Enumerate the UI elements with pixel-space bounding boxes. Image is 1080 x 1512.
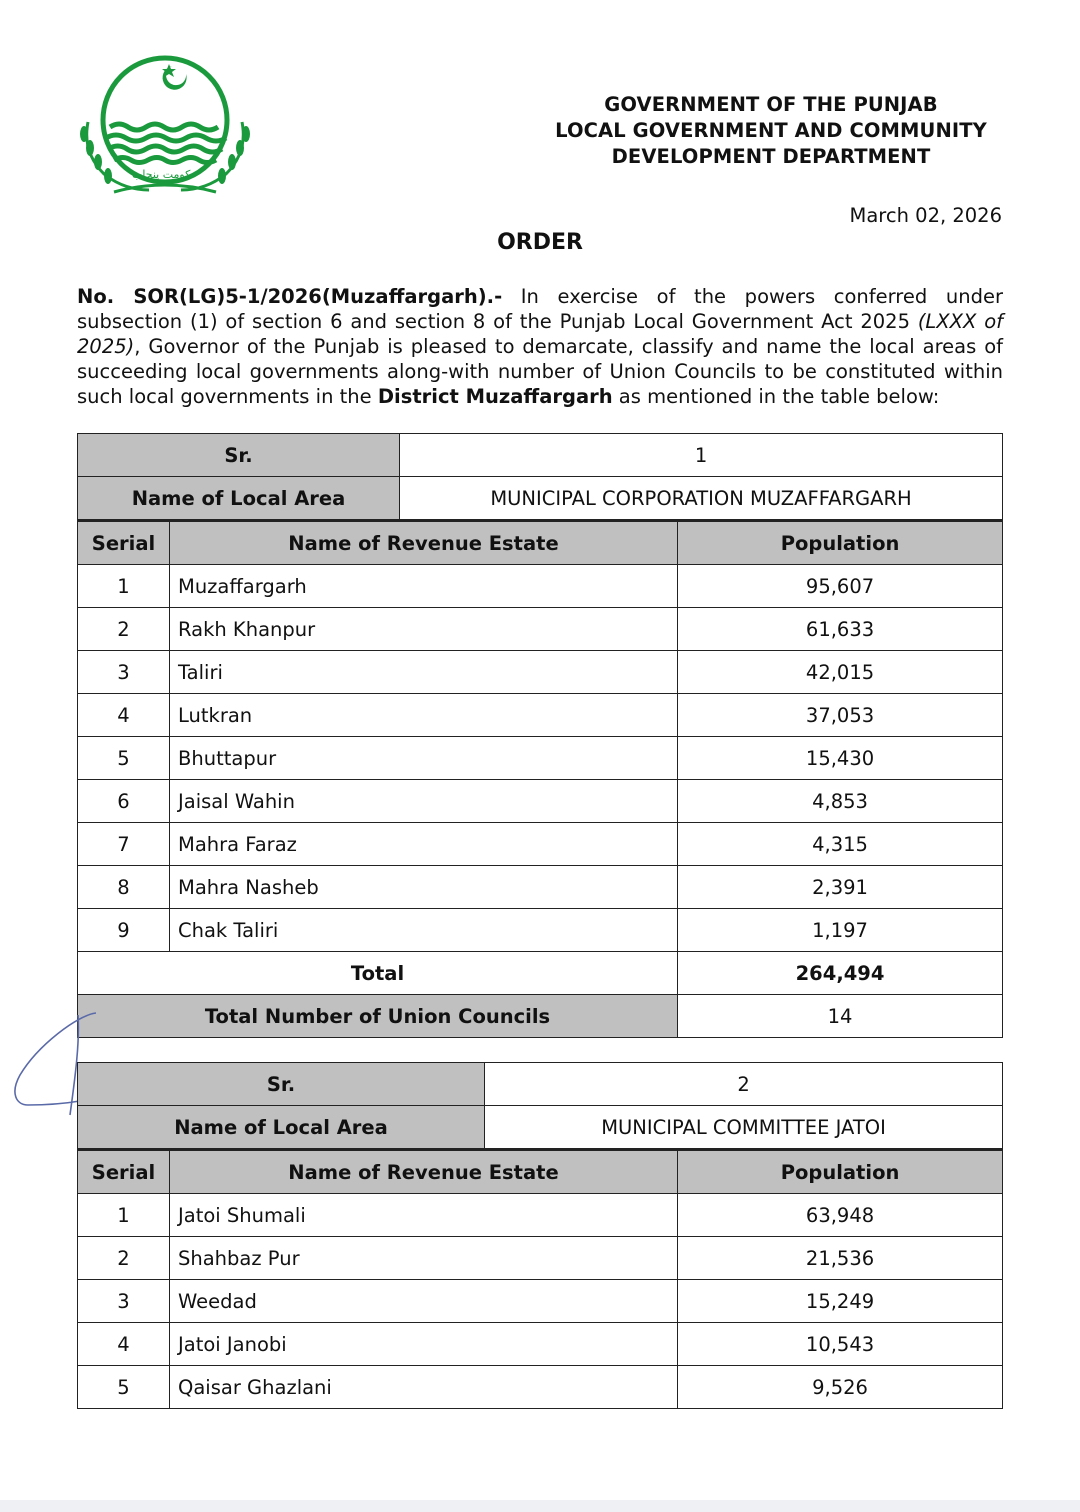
population-header: Population (678, 521, 1003, 565)
table-row (78, 651, 1003, 694)
order-reference-number: No. SOR(LG)5-1/2026(Muzaffargarh).- (77, 285, 503, 308)
serial-cell: 8 (78, 866, 170, 909)
population-cell: 61,633 (678, 608, 1003, 651)
estate-cell: Muzaffargarh (170, 565, 678, 608)
serial-cell: 4 (78, 1323, 170, 1366)
population-cell: 15,249 (678, 1280, 1003, 1323)
local-area-value: MUNICIPAL CORPORATION MUZAFFARGARH (400, 477, 1003, 521)
serial-cell: 4 (78, 694, 170, 737)
population-cell: 10,543 (678, 1323, 1003, 1366)
table-row (78, 909, 1003, 952)
local-area-table-1 (77, 433, 1003, 1038)
revenue-estate-header: Name of Revenue Estate (170, 1150, 678, 1194)
estate-cell: Mahra Nasheb (170, 866, 678, 909)
population-cell: 42,015 (678, 651, 1003, 694)
estate-cell: Weedad (170, 1280, 678, 1323)
table-row (78, 1194, 1003, 1237)
serial-cell: 1 (78, 1194, 170, 1237)
revenue-estate-header: Name of Revenue Estate (170, 521, 678, 565)
serial-cell: 9 (78, 909, 170, 952)
population-cell: 4,315 (678, 823, 1003, 866)
punjab-government-emblem-icon (74, 52, 256, 208)
logo-caption: حکومت پنجاب (132, 168, 198, 181)
table-row (78, 823, 1003, 866)
serial-cell: 1 (78, 565, 170, 608)
table-row (78, 565, 1003, 608)
population-header: Population (678, 1150, 1003, 1194)
total-label: Total (78, 952, 678, 995)
serial-cell: 5 (78, 737, 170, 780)
serial-cell: 3 (78, 651, 170, 694)
header-line-1: GOVERNMENT OF THE PUNJAB (604, 93, 938, 116)
table-row (78, 780, 1003, 823)
estate-cell: Jaisal Wahin (170, 780, 678, 823)
local-area-row (78, 1106, 1003, 1150)
column-header-row (78, 521, 1003, 565)
district-name: District Muzaffargarh (377, 385, 613, 408)
paragraph-text: , Governor of the Punjab is pleased to demarcate, classify and name the local areas of succeeding local governments along-with number of Union Councils to be constituted within such local governments in the (77, 335, 1003, 408)
serial-header: Serial (78, 521, 170, 565)
table-row (78, 1366, 1003, 1409)
table-row (78, 608, 1003, 651)
column-header-row (78, 1150, 1003, 1194)
union-councils-label: Total Number of Union Councils (78, 995, 678, 1038)
population-cell: 15,430 (678, 737, 1003, 780)
table-row (78, 866, 1003, 909)
sr-value: 1 (400, 434, 1003, 477)
paragraph-text: as mentioned in the table below: (612, 385, 940, 408)
estate-cell: Jatoi Shumali (170, 1194, 678, 1237)
serial-cell: 5 (78, 1366, 170, 1409)
serial-cell: 2 (78, 1237, 170, 1280)
paragraph-text: In exercise of the powers conferred under subsection (1) of section 6 and section 8 of the Punjab Local Government Act 2025 (77, 285, 1003, 333)
sr-row (78, 434, 1003, 477)
population-cell: 2,391 (678, 866, 1003, 909)
header-line-3: DEVELOPMENT DEPARTMENT (611, 145, 931, 168)
sr-label: Sr. (78, 1063, 485, 1106)
serial-cell: 6 (78, 780, 170, 823)
population-cell: 4,853 (678, 780, 1003, 823)
total-row (78, 952, 1003, 995)
sr-value: 2 (485, 1063, 1003, 1106)
estate-cell: Mahra Faraz (170, 823, 678, 866)
serial-cell: 3 (78, 1280, 170, 1323)
estate-cell: Rakh Khanpur (170, 608, 678, 651)
local-area-row (78, 477, 1003, 521)
sr-row (78, 1063, 1003, 1106)
table-row (78, 1280, 1003, 1323)
population-cell: 37,053 (678, 694, 1003, 737)
order-title: ORDER (497, 230, 583, 255)
local-area-value: MUNICIPAL COMMITTEE JATOI (485, 1106, 1003, 1150)
population-cell: 1,197 (678, 909, 1003, 952)
table-row (78, 694, 1003, 737)
local-area-label: Name of Local Area (78, 477, 400, 521)
table-row (78, 737, 1003, 780)
estate-cell: Taliri (170, 651, 678, 694)
population-cell: 95,607 (678, 565, 1003, 608)
viewer-bottom-bar (0, 1500, 1080, 1512)
estate-cell: Jatoi Janobi (170, 1323, 678, 1366)
estate-cell: Bhuttapur (170, 737, 678, 780)
act-reference: (LXXX of 2025) (77, 310, 1004, 358)
serial-header: Serial (78, 1150, 170, 1194)
sr-label: Sr. (78, 434, 400, 477)
order-paragraph (77, 284, 1003, 409)
population-cell: 21,536 (678, 1237, 1003, 1280)
order-date: March 02, 2026 (849, 204, 1002, 227)
union-councils-row (78, 995, 1003, 1038)
total-value: 264,494 (678, 952, 1003, 995)
department-header (540, 92, 1002, 170)
union-councils-value: 14 (678, 995, 1003, 1038)
serial-cell: 2 (78, 608, 170, 651)
serial-cell: 7 (78, 823, 170, 866)
population-cell: 9,526 (678, 1366, 1003, 1409)
local-area-table-2 (77, 1062, 1003, 1409)
population-cell: 63,948 (678, 1194, 1003, 1237)
local-area-label: Name of Local Area (78, 1106, 485, 1150)
table-row (78, 1323, 1003, 1366)
header-line-2: LOCAL GOVERNMENT AND COMMUNITY (555, 119, 987, 142)
estate-cell: Chak Taliri (170, 909, 678, 952)
estate-cell: Shahbaz Pur (170, 1237, 678, 1280)
estate-cell: Lutkran (170, 694, 678, 737)
table-row (78, 1237, 1003, 1280)
estate-cell: Qaisar Ghazlani (170, 1366, 678, 1409)
